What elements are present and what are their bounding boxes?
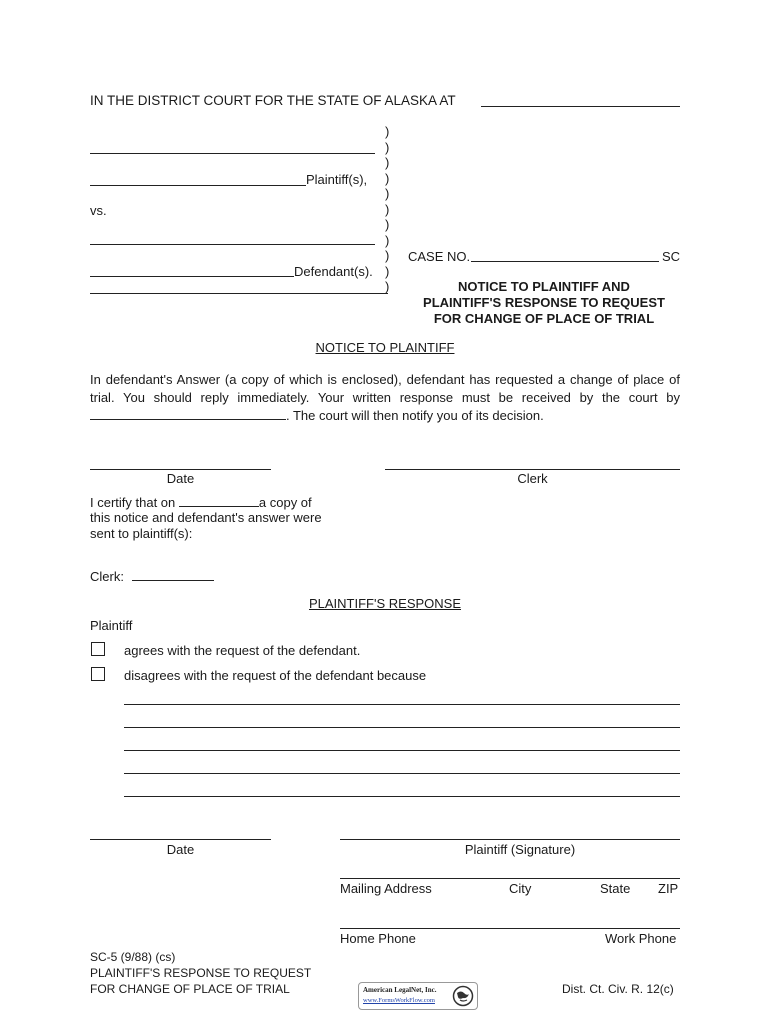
plaintiff-signature-label: Plaintiff (Signature) (464, 842, 576, 857)
form-title-line-1: NOTICE TO PLAINTIFF AND (458, 279, 630, 294)
notice-date-line[interactable] (90, 469, 271, 470)
notice-heading: NOTICE TO PLAINTIFF (315, 340, 455, 355)
certify-text: I certify that on (90, 495, 176, 510)
agree-checkbox[interactable] (91, 642, 105, 656)
notice-body-text: In defendant's Answer (a copy of which is enclosed), defendant has requested a change of place of trial. You should reply immediately. Your written response must be received by the court by (90, 372, 680, 405)
caption-bracket: ) ) ) ) ) ) ) ) ) ) ) (385, 124, 390, 294)
certify-text-end: a copy of (258, 495, 312, 510)
publisher-logo[interactable] (358, 982, 478, 1010)
clerk-sign-label: Clerk: (90, 569, 124, 584)
clerk-initials-field[interactable] (132, 568, 214, 581)
state-label: State (600, 881, 631, 896)
globe-icon (452, 985, 474, 1007)
footer-form-number: SC-5 (9/88) (cs) (90, 950, 176, 964)
response-date-line[interactable] (90, 839, 271, 840)
clerk-label: Clerk (517, 471, 548, 486)
footer-form-title-2: FOR CHANGE OF PLACE OF TRIAL (90, 982, 290, 996)
footer-form-title-1: PLAINTIFF'S RESPONSE TO REQUEST (90, 966, 312, 980)
plaintiff-signature-line[interactable] (340, 839, 680, 840)
response-deadline-field[interactable] (90, 407, 286, 420)
defendant-name-line-2[interactable] (90, 276, 294, 277)
home-phone-label: Home Phone (340, 931, 416, 946)
caption-bottom-line (90, 293, 388, 294)
certify-date-field[interactable] (179, 494, 259, 507)
disagree-option-label: disagrees with the request of the defendant because (124, 668, 427, 683)
clerk-sign-row (90, 568, 214, 584)
certify-line-2: this notice and defendant's answer were (90, 510, 322, 525)
form-title-line-2: PLAINTIFF'S RESPONSE TO REQUEST (423, 295, 665, 310)
plaintiff-name-line-2[interactable] (90, 185, 306, 186)
clerk-signature-line[interactable] (385, 469, 680, 470)
reason-line-4[interactable] (124, 773, 680, 774)
court-header: IN THE DISTRICT COURT FOR THE STATE OF ALASKA AT (90, 93, 456, 108)
reason-line-2[interactable] (124, 727, 680, 728)
form-title-line-3: FOR CHANGE OF PLACE OF TRIAL (433, 311, 655, 326)
response-heading: PLAINTIFF'S RESPONSE (308, 596, 461, 611)
work-phone-label: Work Phone (605, 931, 677, 946)
notice-body (90, 371, 680, 425)
reason-line-1[interactable] (124, 704, 680, 705)
plaintiffs-label: Plaintiff(s), (306, 172, 368, 187)
certify-line-1 (90, 494, 312, 510)
defendants-label: Defendant(s). (294, 264, 373, 279)
zip-label: ZIP (658, 881, 679, 896)
mailing-address-line[interactable] (340, 878, 680, 879)
phone-line[interactable] (340, 928, 680, 929)
plaintiff-name-line-1[interactable] (90, 153, 375, 154)
case-no-label: CASE NO. (408, 249, 471, 264)
publisher-name: American LegalNet, Inc. (363, 986, 437, 994)
agree-option-label: agrees with the request of the defendant. (124, 643, 361, 658)
vs-label: vs. (90, 203, 107, 218)
city-label: City (509, 881, 532, 896)
defendant-name-line-1[interactable] (90, 244, 375, 245)
case-suffix: SC (662, 249, 681, 264)
notice-body-text-end: . The court will then notify you of its decision. (286, 408, 544, 423)
publisher-url[interactable]: www.FormsWorkFlow.com (363, 997, 435, 1004)
certify-line-3: sent to plaintiff(s): (90, 526, 193, 541)
response-date-label: Date (166, 842, 195, 857)
court-location-field[interactable] (481, 106, 680, 107)
notice-date-label: Date (166, 471, 195, 486)
disagree-checkbox[interactable] (91, 667, 105, 681)
mailing-address-label: Mailing Address (340, 881, 432, 896)
plaintiff-label: Plaintiff (90, 618, 133, 633)
reason-line-5[interactable] (124, 796, 680, 797)
rule-reference: Dist. Ct. Civ. R. 12(c) (562, 982, 674, 996)
case-number-field[interactable] (471, 261, 659, 262)
reason-line-3[interactable] (124, 750, 680, 751)
